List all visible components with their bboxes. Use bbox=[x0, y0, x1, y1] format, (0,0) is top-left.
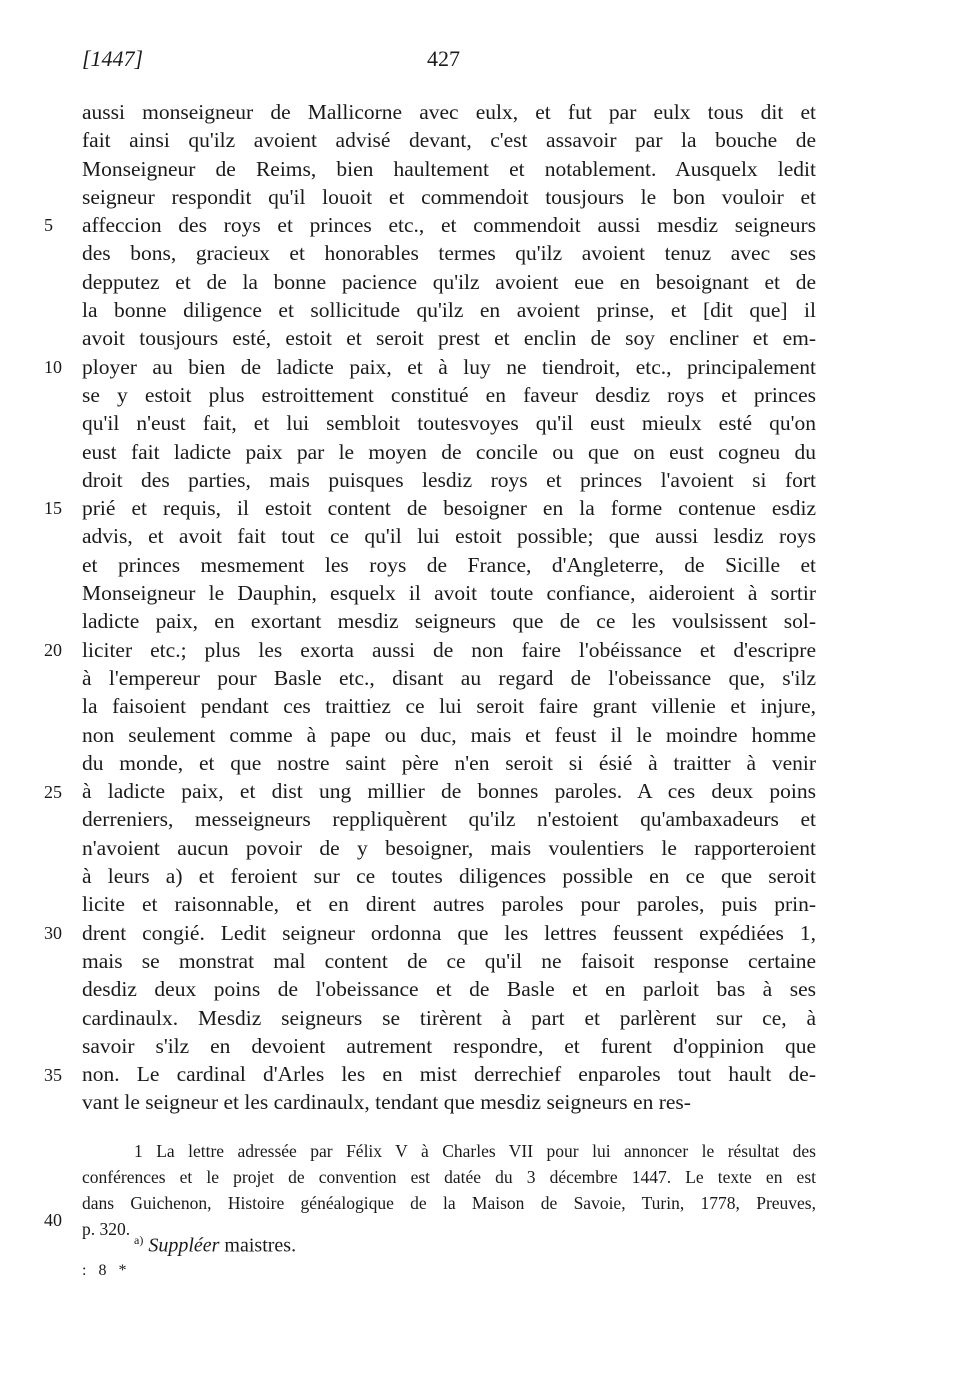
text-line: à ladicte paix, et dist ung millier de bonnes paroles. A ces deux poins bbox=[82, 779, 816, 804]
text-line: à l'empereur pour Basle etc., disant au regard de l'obeissance que, s'ilz bbox=[82, 665, 816, 690]
text-line: affeccion des roys et princes etc., et commendoit aussi mesdiz seigneurs bbox=[82, 213, 816, 238]
text-line: avoit tousjours esté, estoit et seroit prest et enclin de soy encliner et em- bbox=[82, 326, 816, 351]
footnote-line: dans Guichenon, Histoire généalogique de la Maison de Savoie, Turin, 1778, Preuves, bbox=[82, 1193, 816, 1213]
text-line: aussi monseigneur de Mallicorne avec eulx, et fut par eulx tous dit et bbox=[82, 100, 816, 124]
text-line: prié et requis, il estoit content de besoigner en la forme contenue esdiz bbox=[82, 496, 816, 521]
note-italic: Suppléer bbox=[148, 1234, 220, 1257]
text-line: droit des parties, mais puisques lesdiz roys et princes l'avoient si fort bbox=[82, 467, 816, 492]
note-text: maistres. bbox=[224, 1234, 297, 1257]
printer-signature-mark: : 8 * bbox=[82, 1262, 131, 1279]
text-line: ladicte paix, en exortant mesdiz seigneurs que de ce les voulsissent sol- bbox=[82, 609, 816, 634]
text-line: Monseigneur de Reims, bien haultement et notablement. Ausquelx ledit bbox=[82, 156, 816, 181]
line-number: 15 bbox=[44, 498, 62, 518]
text-line: du monde, et que nostre saint père n'en seroit si ésié à traitter à venir bbox=[82, 750, 816, 775]
footnote-line: p. 320. bbox=[82, 1219, 131, 1239]
text-line: la bonne diligence et sollicitude qu'ilz en avoient prinse, et [dit que] il bbox=[82, 298, 816, 323]
text-line: mais se monstrat mal content de ce qu'il ne faisoit response certaine bbox=[82, 948, 816, 973]
text-line: fait ainsi qu'ilz avoient advisé devant, c'est assavoir par la bouche de bbox=[82, 128, 816, 153]
footnote-line: conférences et le projet de convention est datée du 3 décembre 1447. Le texte en est bbox=[82, 1167, 816, 1187]
text-line: à leurs a) et feroient sur ce toutes diligences possible en ce que seroit bbox=[82, 864, 816, 889]
line-number: 40 bbox=[44, 1210, 62, 1230]
text-line: seigneur respondit qu'il louoit et commendoit tousjours le bon vouloir et bbox=[82, 184, 816, 209]
text-line: licite et raisonnable, et en dirent autres paroles pour paroles, puis prin- bbox=[82, 892, 816, 917]
text-line: liciter etc.; plus les exorta aussi de non faire l'obéissance et d'escripre bbox=[82, 637, 816, 662]
text-line: eust fait ladicte paix par le moyen de concile ou que on eust cogneu du bbox=[82, 439, 816, 464]
footnote-1 bbox=[82, 1138, 816, 1242]
running-head-year: [1447] bbox=[82, 46, 144, 71]
line-number: 25 bbox=[44, 782, 62, 802]
text-line: des bons, gracieux et honorables termes qu'ilz avoient tenuz avec ses bbox=[82, 241, 816, 266]
text-line: ployer au bien de ladicte paix, et à luy ne tiendroit, etc., principalement bbox=[82, 354, 816, 379]
note-marker: a) bbox=[134, 1233, 144, 1247]
text-line: Monseigneur le Dauphin, esquelx il avoit toute confiance, aideroient à sortir bbox=[82, 581, 816, 606]
text-line: cardinaulx. Mesdiz seigneurs se tirèrent à part et parlèrent sur ce, à bbox=[82, 1005, 816, 1030]
text-line: advis, et avoit fait tout ce qu'il lui estoit possible; que aussi lesdiz roys bbox=[82, 524, 816, 549]
text-line: qu'il n'eust fait, et lui sembloit toutesvoyes qu'il eust mieulx esté qu'on bbox=[82, 411, 816, 436]
line-number: 5 bbox=[44, 215, 53, 235]
text-line: vant le seigneur et les cardinaulx, tendant que mesdiz seigneurs en res- bbox=[82, 1090, 691, 1115]
page-number: 427 bbox=[427, 46, 460, 71]
text-line: non. Le cardinal d'Arles les en mist derrechief enparoles tout hault de- bbox=[82, 1062, 816, 1087]
text-line: non seulement comme à pape ou duc, mais et feust il le moindre homme bbox=[82, 722, 816, 747]
line-number: 20 bbox=[44, 640, 62, 660]
text-line: se y estoit plus estroittement constitué en faveur desdiz roys et princes bbox=[82, 382, 816, 407]
line-number: 35 bbox=[44, 1065, 62, 1085]
text-line: n'avoient aucun povoir de y besoigner, mais voulentiers le rapporteroient bbox=[82, 835, 816, 860]
critical-note-a bbox=[134, 1233, 296, 1258]
line-number: 30 bbox=[44, 923, 62, 943]
text-line: desdiz deux poins de l'obeissance et de Basle et en parloit bas à ses bbox=[82, 977, 816, 1002]
line-number: 10 bbox=[44, 357, 62, 377]
main-text-block bbox=[82, 98, 816, 1117]
text-line: savoir s'ilz en devoient autrement respondre, et furent d'oppinion que bbox=[82, 1033, 816, 1058]
text-line: derreniers, messeigneurs reppliquèrent qu'ilz n'estoient qu'ambaxadeurs et bbox=[82, 807, 816, 832]
text-line: la faisoient pendant ces traittiez ce lui seroit faire grant villenie et injure, bbox=[82, 694, 816, 719]
text-line: et princes mesmement les roys de France, d'Angleterre, de Sicille et bbox=[82, 552, 816, 577]
footnote-line: 1 La lettre adressée par Félix V à Charles VII pour lui annoncer le résultat des bbox=[134, 1141, 816, 1161]
text-line: drent congié. Ledit seigneur ordonna que les lettres feussent expédiées 1, bbox=[82, 920, 816, 945]
text-line: depputez et de la bonne pacience qu'ilz avoient eue en besoignant et de bbox=[82, 269, 816, 294]
